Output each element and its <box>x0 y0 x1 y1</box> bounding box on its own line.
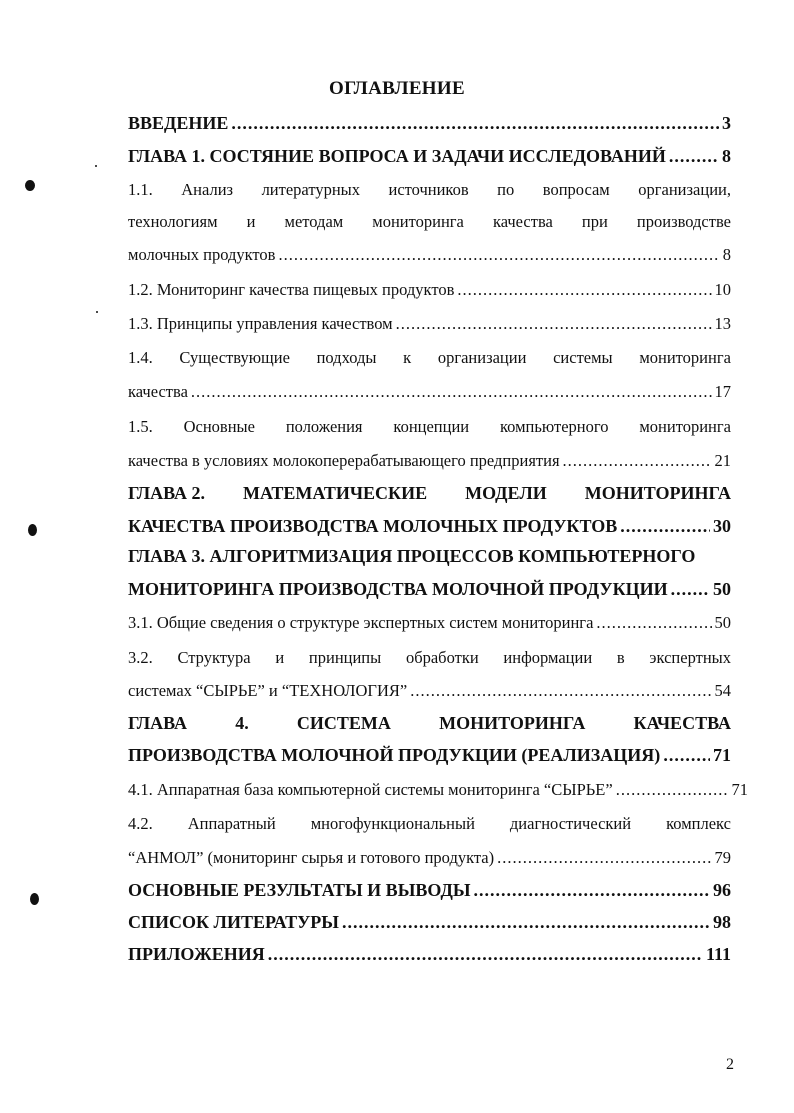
word: комплекс <box>666 814 731 833</box>
word: ГЛАВА <box>128 713 188 733</box>
word: 1.5. <box>128 417 153 436</box>
toc-entry-1-5-line-2 <box>128 451 731 471</box>
word: качества <box>492 212 553 231</box>
toc-entry-appendices <box>128 944 731 965</box>
toc-leader-dots <box>231 113 719 134</box>
toc-entry-text: ГЛАВА 1. СОСТЯНИЕ ВОПРОСА И ЗАДАЧИ ИССЛЕДОВАНИЙ <box>128 146 666 166</box>
word: подходы <box>316 348 377 367</box>
word: ГЛАВА 2. <box>128 483 206 503</box>
toc-entry-text: качества <box>128 382 188 401</box>
toc-entry-text: ПРИЛОЖЕНИЯ <box>128 944 265 964</box>
word: источников <box>388 180 469 199</box>
word: диагностический <box>509 814 632 833</box>
toc-entry-4-2-line-1 <box>128 814 731 834</box>
toc-entry-text: 1.2. Мониторинг качества пищевых продуктов <box>128 280 455 299</box>
word: обработки <box>405 648 479 667</box>
toc-page-number: 98 <box>713 912 731 932</box>
toc-entry-chapter-3-line-1 <box>128 546 731 567</box>
toc-entry-introduction <box>128 113 731 134</box>
toc-page-number: 71 <box>713 745 731 765</box>
word: ГЛАВА 3. АЛГОРИТМИЗАЦИЯ ПРОЦЕССОВ КОМПЬЮТЕРНОГО <box>128 546 696 566</box>
scan-speck <box>25 180 35 191</box>
toc-entry-1-5-line-1 <box>128 417 731 437</box>
word: мониторинга <box>639 348 731 367</box>
word: МОНИТОРИНГА <box>584 483 731 503</box>
scan-speck <box>96 311 98 313</box>
word: Существующие <box>179 348 290 367</box>
toc-page-number: 50 <box>714 613 731 632</box>
word: системы <box>553 348 613 367</box>
toc-page-number: 17 <box>714 382 731 401</box>
toc-leader-dots <box>268 944 703 965</box>
toc-leader-dots <box>671 579 710 600</box>
toc-page-number: 8 <box>722 146 731 166</box>
word: Анализ <box>181 180 234 199</box>
word: в <box>616 648 625 667</box>
word: компьютерного <box>499 417 609 436</box>
toc-entry-4-1 <box>128 780 748 800</box>
toc-entry-text: ВВЕДЕНИЕ <box>128 113 229 133</box>
word: положения <box>285 417 363 436</box>
word: МОДЕЛИ <box>465 483 547 503</box>
toc-entry-text: СПИСОК ЛИТЕРАТУРЫ <box>128 912 339 932</box>
word: Структура <box>177 648 251 667</box>
toc-page-number: 10 <box>714 280 731 299</box>
toc-entry-chapter-2-line-1 <box>128 483 731 504</box>
toc-entry-3-2-line-1 <box>128 648 731 668</box>
word: при <box>581 212 608 231</box>
toc-page-number: 111 <box>705 944 731 964</box>
word: МАТЕМАТИЧЕСКИЕ <box>243 483 428 503</box>
toc-entry-chapter-1 <box>128 146 731 167</box>
toc-entry-1-1-line-3 <box>128 245 731 265</box>
toc-entry-text: ПРОИЗВОДСТВА МОЛОЧНОЙ ПРОДУКЦИИ (РЕАЛИЗАЦИЯ) <box>128 745 661 765</box>
word: многофункциональный <box>310 814 475 833</box>
toc-entry-1-1-line-1 <box>128 180 731 200</box>
toc-entry-text: МОНИТОРИНГА ПРОИЗВОДСТВА МОЛОЧНОЙ ПРОДУКЦИИ <box>128 579 668 599</box>
word: СИСТЕМА <box>296 713 391 733</box>
word: методам <box>284 212 344 231</box>
toc-page-number: 13 <box>714 314 731 333</box>
toc-leader-dots <box>457 280 711 300</box>
toc-entry-1-1-line-2 <box>128 212 731 232</box>
word: КАЧЕСТВА <box>633 713 731 733</box>
word: к <box>403 348 412 367</box>
toc-entry-4-2-line-2 <box>128 848 731 868</box>
word: производстве <box>636 212 731 231</box>
toc-entry-1-3 <box>128 314 731 334</box>
toc-leader-dots <box>596 613 711 633</box>
toc-leader-dots <box>396 314 712 334</box>
toc-entry-text: КАЧЕСТВА ПРОИЗВОДСТВА МОЛОЧНЫХ ПРОДУКТОВ <box>128 516 618 536</box>
toc-page-number: 96 <box>713 880 731 900</box>
word: принципы <box>308 648 382 667</box>
page-title: ОГЛАВЛЕНИЕ <box>329 78 465 99</box>
word: организации, <box>638 180 731 199</box>
toc-page-number: 79 <box>714 848 731 867</box>
word: мониторинга <box>372 212 464 231</box>
toc-entry-text: молочных продуктов <box>128 245 276 264</box>
toc-entry-references <box>128 912 731 933</box>
toc-entry-1-4-line-2 <box>128 382 731 402</box>
word: организации <box>437 348 527 367</box>
toc-entry-chapter-2-line-2 <box>128 516 731 537</box>
toc-entry-text: “АНМОЛ” (мониторинг сырья и готового продукта) <box>128 848 495 867</box>
toc-page-number: 54 <box>714 681 731 700</box>
word: мониторинга <box>639 417 731 436</box>
toc-entry-text: системах “СЫРЬЕ” и “ТЕХНОЛОГИЯ” <box>128 681 408 700</box>
toc-page-number: 8 <box>722 245 731 264</box>
toc-leader-dots <box>669 146 719 167</box>
word: 4. <box>235 713 249 733</box>
word: и <box>275 648 285 667</box>
word: вопросам <box>542 180 610 199</box>
toc-leader-dots <box>474 880 710 901</box>
word: Аппаратный <box>187 814 276 833</box>
scan-speck <box>95 165 97 167</box>
toc-page-number: 3 <box>722 113 731 133</box>
word: Основные <box>183 417 255 436</box>
scan-speck <box>28 524 37 536</box>
toc-entry-text: ОСНОВНЫЕ РЕЗУЛЬТАТЫ И ВЫВОДЫ <box>128 880 471 900</box>
word: и <box>246 212 256 231</box>
word: 1.1. <box>128 180 153 199</box>
word: 1.4. <box>128 348 153 367</box>
word: 3.2. <box>128 648 153 667</box>
toc-entry-1-2 <box>128 280 731 300</box>
toc-leader-dots <box>497 848 711 868</box>
toc-leader-dots <box>342 912 710 933</box>
toc-entry-1-4-line-1 <box>128 348 731 368</box>
toc-leader-dots <box>620 516 710 537</box>
toc-entry-3-2-line-2 <box>128 681 731 701</box>
word: литературных <box>261 180 360 199</box>
word: технологиям <box>128 212 218 231</box>
toc-page-number: 30 <box>713 516 731 536</box>
toc-entry-chapter-3-line-2 <box>128 579 731 600</box>
toc-leader-dots <box>663 745 710 766</box>
word: 4.2. <box>128 814 153 833</box>
toc-leader-dots <box>278 245 719 265</box>
toc-entry-results <box>128 880 731 901</box>
toc-page-number: 50 <box>713 579 731 599</box>
toc-entry-chapter-4-line-2 <box>128 745 731 766</box>
word: концепции <box>393 417 470 436</box>
toc-leader-dots <box>191 382 712 402</box>
toc-leader-dots <box>616 780 729 800</box>
toc-leader-dots <box>410 681 711 701</box>
scan-speck <box>30 893 39 905</box>
page-number: 2 <box>726 1056 734 1073</box>
toc-entry-text: качества в условиях молокоперерабатывающего предприятия <box>128 451 560 470</box>
toc-entry-chapter-4-line-1 <box>128 713 731 734</box>
word: информации <box>503 648 593 667</box>
toc-page-number: 71 <box>731 780 748 799</box>
word: экспертных <box>649 648 731 667</box>
toc-entry-text: 3.1. Общие сведения о структуре экспертных систем мониторинга <box>128 613 594 632</box>
word: по <box>497 180 515 199</box>
toc-entry-text: 1.3. Принципы управления качеством <box>128 314 393 333</box>
word: МОНИТОРИНГА <box>439 713 586 733</box>
toc-leader-dots <box>563 451 712 471</box>
toc-entry-text: 4.1. Аппаратная база компьютерной системы мониторинга “СЫРЬЕ” <box>128 780 613 799</box>
toc-page-number: 21 <box>714 451 731 470</box>
toc-entry-3-1 <box>128 613 731 633</box>
